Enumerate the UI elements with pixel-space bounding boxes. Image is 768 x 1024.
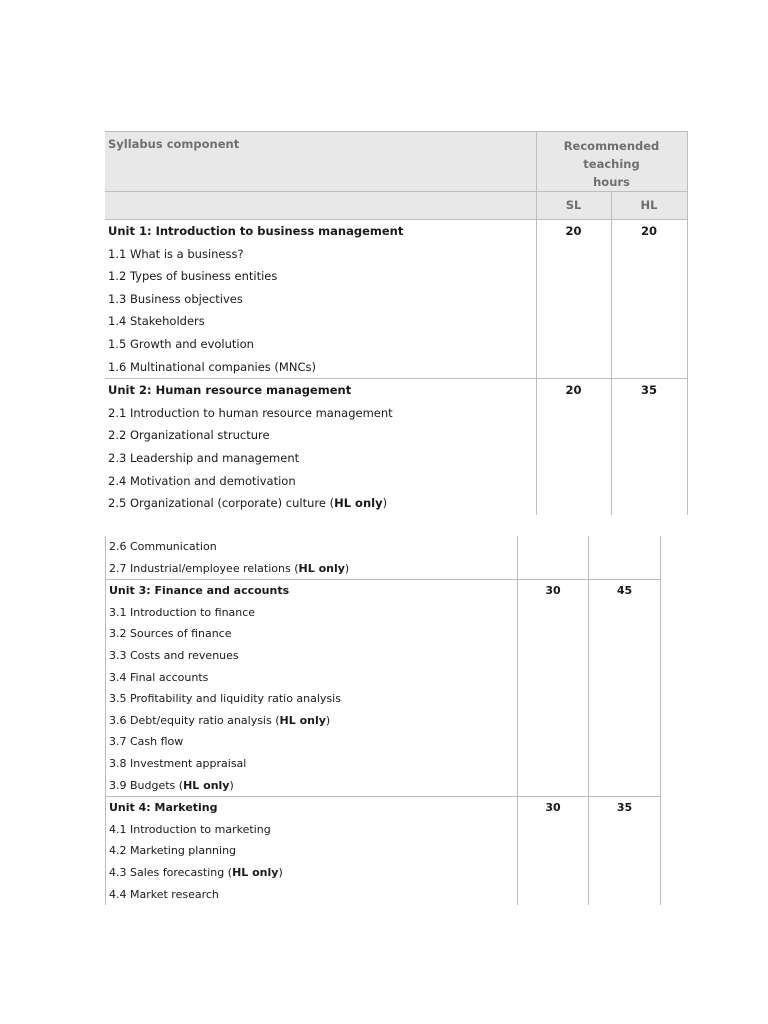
topic-text: 3.9 Budgets — [109, 778, 176, 792]
recommended-line-1: Recommended teaching — [563, 139, 660, 171]
topic-text: 2.7 Industrial/employee relations — [109, 561, 291, 575]
topic-item: 2.3 Leadership and management — [108, 450, 300, 465]
topic-item-hl-only: 3.9 Budgets (HL only) — [109, 778, 234, 792]
unit-title: Unit 3: Finance and accounts — [109, 584, 290, 598]
hl-hours-cell — [611, 220, 687, 379]
hl-hours-cell — [589, 580, 661, 797]
unit-1-cell — [105, 220, 536, 379]
sl-hours-cell — [518, 580, 589, 797]
unit-row — [105, 379, 687, 515]
topic-item-hl-only: 2.5 Organizational (corporate) culture (HL only) — [108, 496, 388, 511]
topic-item: 3.1 Introduction to finance — [109, 605, 256, 619]
hl-only-label: HL only — [232, 865, 279, 879]
hl-header: HL — [611, 192, 687, 220]
topic-item: 3.3 Costs and revenues — [109, 648, 239, 662]
sl-hours-cell — [536, 379, 611, 515]
sl-hours-cell — [518, 797, 589, 905]
unit-row — [105, 220, 687, 379]
topic-item: 1.3 Business objectives — [108, 291, 243, 306]
syllabus-table-part-1 — [105, 131, 688, 515]
sl-hours: 30 — [545, 801, 561, 815]
recommended-hours-header — [536, 132, 687, 192]
topic-item: 1.6 Multinational companies (MNCs) — [108, 359, 316, 374]
unit-2-cell — [105, 379, 536, 515]
topic-item: 3.5 Profitability and liquidity ratio analysis — [109, 692, 341, 706]
unit-3-cell — [106, 580, 518, 797]
unit-4-cell — [106, 797, 518, 905]
unit-row-continued — [106, 536, 661, 580]
sl-hours: 30 — [545, 584, 561, 598]
recommended-line-2: hours — [593, 175, 630, 189]
topic-text: 4.3 Sales forecasting — [109, 865, 225, 879]
topic-item: 2.6 Communication — [109, 540, 217, 553]
hl-only-label: HL only — [279, 713, 326, 727]
topic-item: 4.4 Market research — [109, 887, 219, 901]
topic-item: 2.2 Organizational structure — [108, 428, 270, 443]
header-row — [105, 132, 687, 192]
topic-text: 2.5 Organizational (corporate) culture — [108, 496, 326, 511]
hl-only-label: HL only — [334, 496, 383, 511]
hl-hours: 35 — [616, 801, 633, 815]
sl-hours: 20 — [565, 383, 582, 398]
unit-title: Unit 1: Introduction to business management — [108, 224, 404, 238]
hl-only-label: HL only — [298, 561, 345, 575]
subheader-row — [105, 192, 687, 220]
unit-row — [106, 580, 661, 797]
topic-item: 1.2 Types of business entities — [108, 269, 278, 284]
topic-item: 1.4 Stakeholders — [108, 314, 205, 329]
sl-hours-cell — [536, 220, 611, 379]
topic-item-hl-only: 2.7 Industrial/employee relations (HL only) — [109, 561, 350, 575]
topic-item: 3.2 Sources of finance — [109, 627, 232, 641]
topic-item: 3.8 Investment appraisal — [109, 756, 247, 770]
topic-item: 2.4 Motivation and demotivation — [108, 473, 296, 488]
topic-item: 4.2 Marketing planning — [109, 844, 237, 858]
hl-hours: 20 — [641, 224, 658, 238]
hl-hours: 35 — [641, 383, 658, 398]
hl-hours-cell — [589, 536, 661, 580]
hl-only-label: HL only — [183, 778, 230, 792]
hl-hours: 45 — [616, 584, 633, 598]
hl-hours-cell — [589, 797, 661, 905]
topic-text: 3.6 Debt/equity ratio analysis — [109, 713, 272, 727]
sl-hours-cell — [518, 536, 589, 580]
unit-2-continued-cell — [106, 536, 518, 580]
unit-title: Unit 4: Marketing — [109, 801, 218, 815]
blank-header-cell — [105, 192, 536, 220]
topic-item-hl-only: 4.3 Sales forecasting (HL only) — [109, 865, 283, 879]
unit-title: Unit 2: Human resource management — [108, 383, 352, 398]
hl-hours-cell — [611, 379, 687, 515]
topic-item-hl-only: 3.6 Debt/equity ratio analysis (HL only) — [109, 713, 331, 727]
topic-item: 4.1 Introduction to marketing — [109, 822, 271, 836]
topic-item: 2.1 Introduction to human resource management — [108, 405, 393, 420]
topic-item: 3.7 Cash flow — [109, 735, 184, 749]
topic-item: 1.1 What is a business? — [108, 246, 244, 261]
sl-header: SL — [536, 192, 611, 220]
syllabus-component-header: Syllabus component — [105, 132, 536, 192]
sl-hours: 20 — [565, 224, 582, 238]
syllabus-table-part-2 — [105, 536, 661, 905]
topic-item: 3.4 Final accounts — [109, 670, 209, 684]
topic-item: 1.5 Growth and evolution — [108, 336, 254, 351]
unit-row — [106, 797, 661, 905]
